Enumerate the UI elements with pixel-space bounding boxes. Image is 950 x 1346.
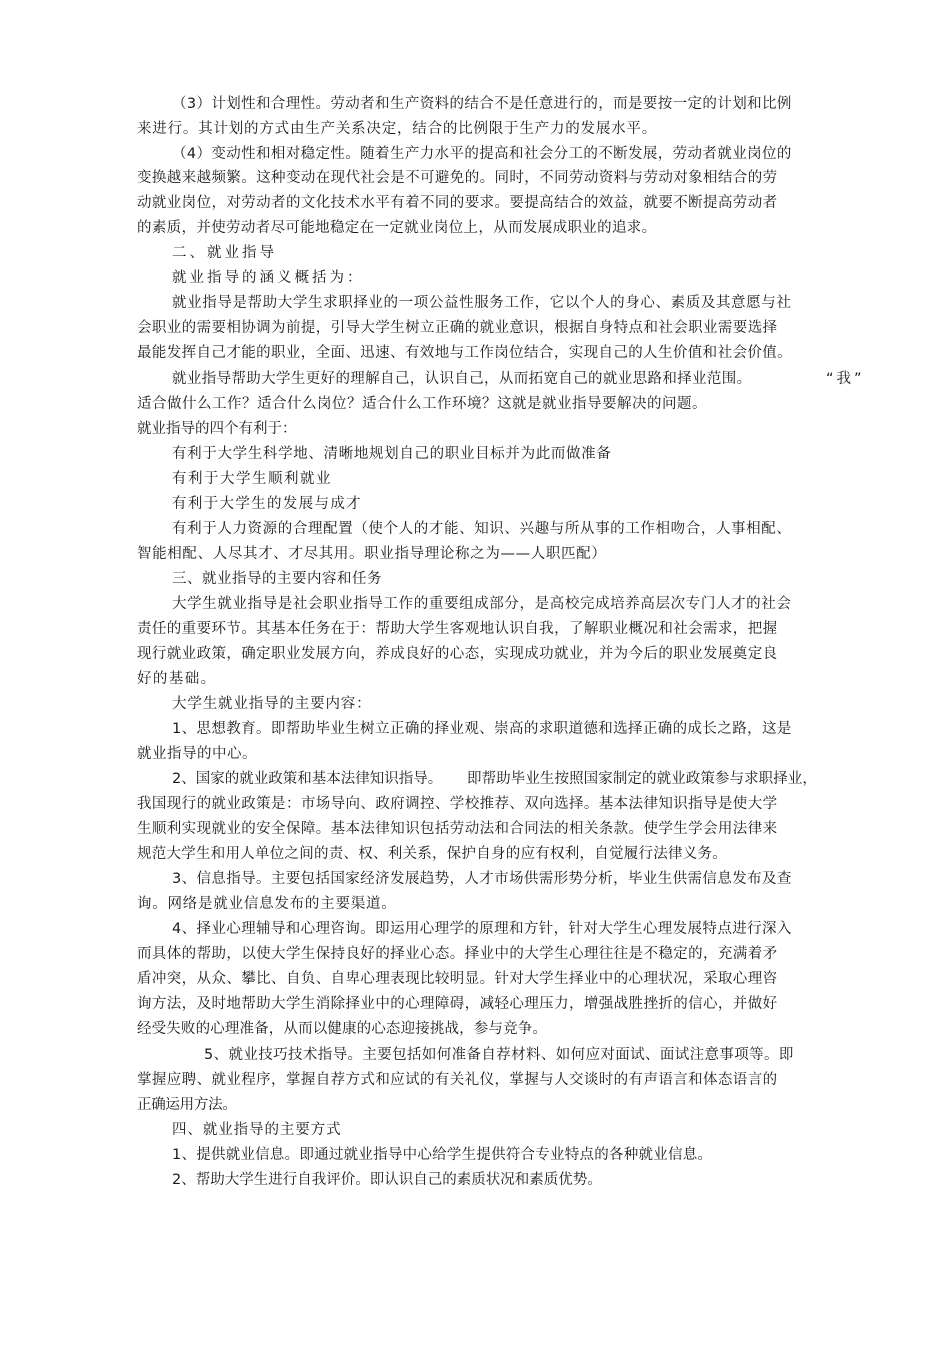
text-line: 最能发挥自己才能的职业，全面、迅速、有效地与工作岗位结合，实现自己的人生价值和社会价值。: [137, 345, 792, 361]
text-line: 正确运用方法。: [137, 1097, 237, 1113]
text-line: 智能相配、人尽其才、才尽其用。职业指导理论称之为——人职匹配）: [137, 546, 607, 562]
text-line: 1、提供就业信息。即通过就业指导中心给学生提供符合专业特点的各种就业信息。: [172, 1147, 713, 1163]
text-line: 责任的重要环节。其基本任务在于：帮助大学生客观地认识自我，了解职业概况和社会需求，把握: [137, 621, 778, 637]
text-line: 现行就业政策，确定职业发展方向，养成良好的心态，实现成功就业，并为今后的职业发展奠定良: [137, 646, 778, 662]
text-line: 有利于大学生的发展与成才: [172, 496, 362, 512]
text-line: 变换越来越频繁。这种变动在现代社会是不可避免的。同时，不同劳动资料与劳动对象相结合的劳: [137, 170, 778, 186]
text-line: （4）变动性和相对稳定性。随着生产力水平的提高和社会分工的不断发展，劳动者就业岗位的: [172, 146, 792, 162]
text-line: 就业指导是帮助大学生求职择业的一项公益性服务工作，它以个人的身心、素质及其意愿与社: [172, 295, 792, 311]
text-line: 的素质，并使劳动者尽可能地稳定在一定就业岗位上，从而发展成职业的追求。: [137, 220, 657, 236]
text-line: 2、国家的就业政策和基本法律知识指导。: [172, 771, 443, 787]
text-line: 好的基础。: [137, 671, 217, 687]
text-line: 5、就业技巧技术指导。主要包括如何准备自荐材料、如何应对面试、面试注意事项等。即: [204, 1047, 794, 1063]
text-line: 生顺利实现就业的安全保障。基本法律知识包括劳动法和合同法的相关条款。使学生学会用法律来: [137, 821, 778, 837]
text-line: 就业指导帮助大学生更好的理解自己，认识自己，从而拓宽自己的就业思路和择业范围。: [172, 371, 752, 387]
text-line: 规范大学生和用人单位之间的责、权、利关系，保护自身的应有权利，自觉履行法律义务。: [137, 846, 727, 862]
text-line: 会职业的需要相协调为前提，引导大学生树立正确的就业意识，根据自身特点和社会职业需要选择: [137, 320, 778, 336]
text-line: 有利于大学生科学地、清晰地规划自己的职业目标并为此而做准备: [172, 446, 612, 462]
text-line: 有利于大学生顺利就业: [172, 471, 332, 487]
text-line: 盾冲突，从众、攀比、自负、自卑心理表现比较明显。针对大学生择业中的心理状况，采取心理咨: [137, 971, 778, 987]
text-line: 我国现行的就业政策是：市场导向、政府调控、学校推荐、双向选择。基本法律知识指导是使大学: [137, 796, 778, 812]
text-line: 4、择业心理辅导和心理咨询。即运用心理学的原理和方针，针对大学生心理发展特点进行深入: [172, 921, 792, 937]
text-line: 来进行。其计划的方式由生产关系决定，结合的比例限于生产力的发展水平。: [137, 121, 657, 137]
text-line: 经受失败的心理准备，从而以健康的心态迎接挑战，参与竞争。: [137, 1021, 547, 1037]
text-line: 动就业岗位，对劳动者的文化技术水平有着不同的要求。要提高结合的效益，就要不断提高劳动者: [137, 195, 778, 211]
text-line: 有利于人力资源的合理配置（使个人的才能、知识、兴趣与所从事的工作相吻合，人事相配、: [172, 521, 792, 537]
text-line: 适合做什么工作？适合什么岗位？适合什么工作环境？这就是就业指导要解决的问题。: [137, 396, 707, 412]
text-line: 询方法，及时地帮助大学生消除择业中的心理障碍，减轻心理压力，增强战胜挫折的信心，并做好: [137, 996, 778, 1012]
text-line: 大学生就业指导的主要内容：: [172, 696, 372, 712]
quoted-word: “我”: [826, 371, 865, 387]
text-line: 而具体的帮助，以使大学生保持良好的择业心态。择业中的大学生心理往往是不稳定的，充满着矛: [137, 946, 778, 962]
text-line: 掌握应聘、就业程序，掌握自荐方式和应试的有关礼仪，掌握与人交谈时的有声语言和体态语言的: [137, 1072, 778, 1088]
text-line: （3）计划性和合理性。劳动者和生产资料的结合不是任意进行的，而是要按一定的计划和比例: [172, 96, 792, 112]
text-line: 就业指导的中心。: [137, 746, 257, 762]
text-line: 就业指导的涵义概括为：: [172, 270, 365, 286]
text-line: 就业指导的四个有利于：: [137, 421, 297, 437]
text-line: 1、思想教育。即帮助毕业生树立正确的择业观、崇高的求职道德和选择正确的成长之路，这是: [172, 721, 792, 737]
text-line: 2、帮助大学生进行自我评价。即认识自己的素质状况和素质优势。: [172, 1172, 602, 1188]
text-line: 3、信息指导。主要包括国家经济发展趋势，人才市场供需形势分析，毕业生供需信息发布及查: [172, 871, 792, 887]
text-line: 即帮助毕业生按照国家制定的就业政策参与求职择业，: [467, 771, 817, 787]
section-heading: 四、就业指导的主要方式: [172, 1122, 342, 1138]
text-line: 大学生就业指导是社会职业指导工作的重要组成部分，是高校完成培养高层次专门人才的社会: [172, 596, 792, 612]
section-heading: 二、就业指导: [172, 245, 277, 261]
text-line: 询。网络是就业信息发布的主要渠道。: [137, 896, 397, 912]
section-heading: 三、就业指导的主要内容和任务: [172, 571, 382, 587]
